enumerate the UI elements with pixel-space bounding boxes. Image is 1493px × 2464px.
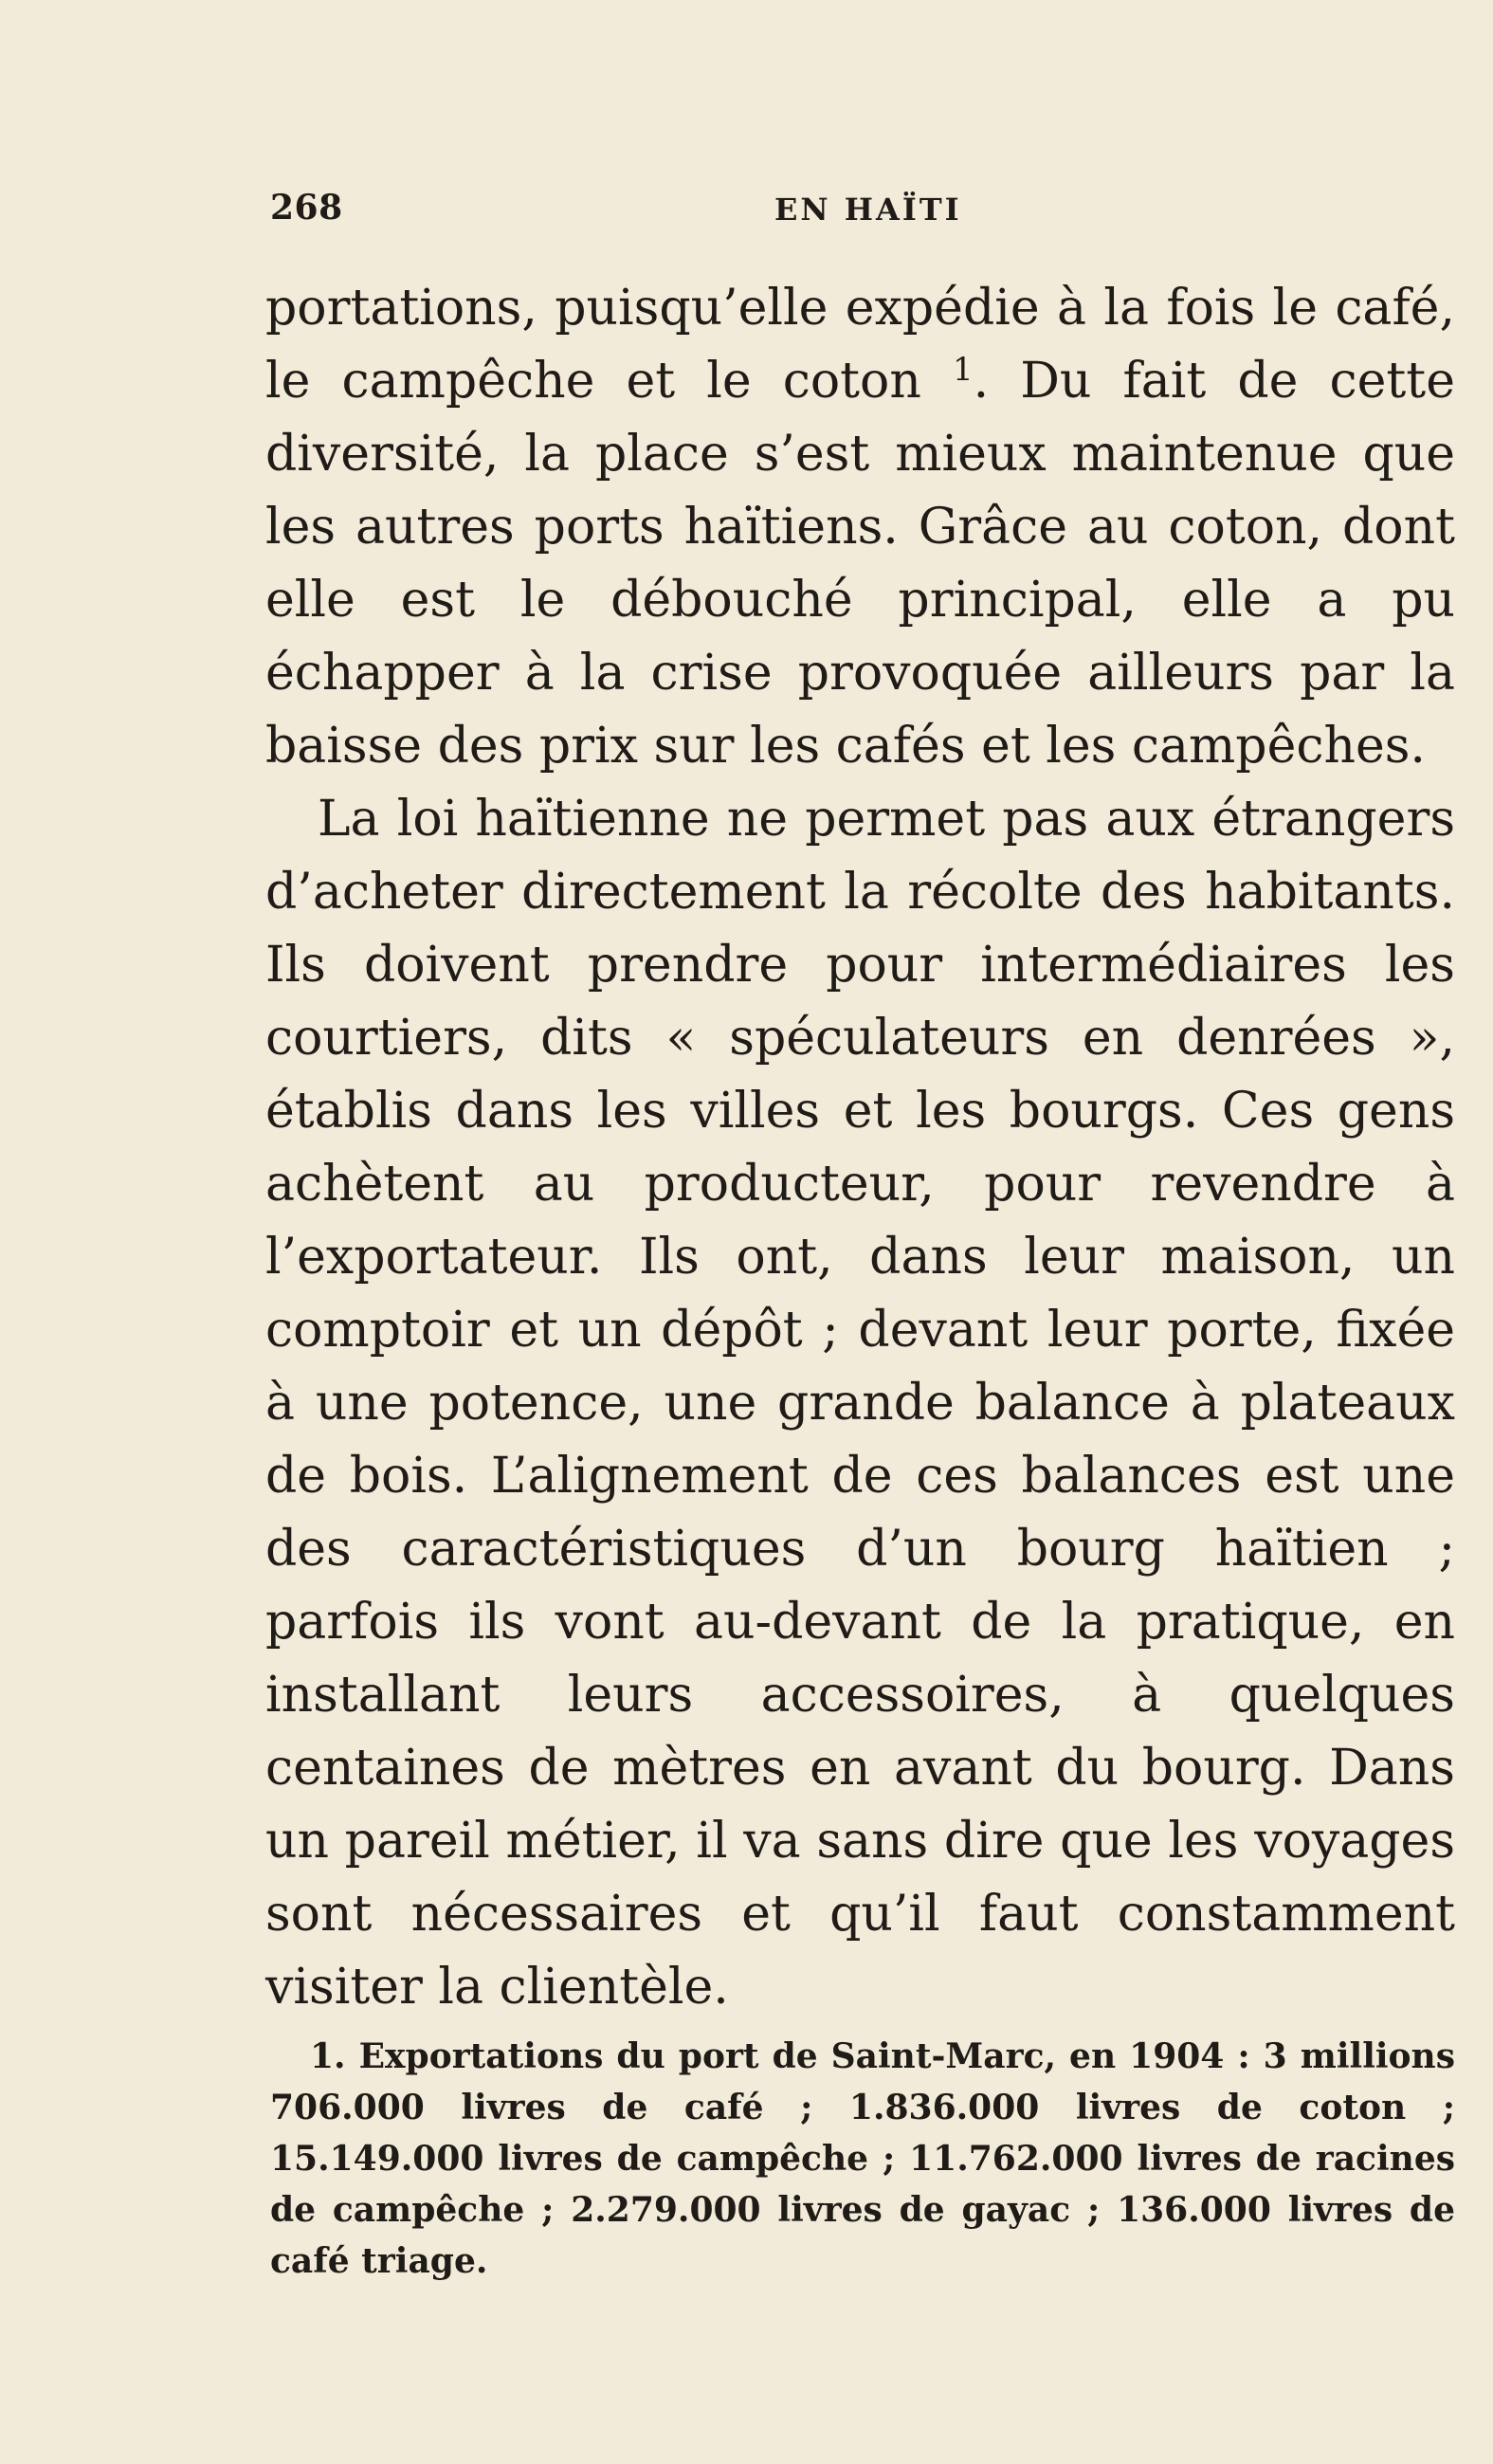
page-header [270, 188, 1446, 235]
footnote-reference: 1 [952, 351, 974, 389]
running-title: EN HAÏTI [774, 192, 962, 228]
footnote [270, 2031, 1455, 2287]
paragraph-1-after-note: . Du fait de cette diversité, la place s’est mieux maintenue que les autres ports haïtiens. Grâce au coton, dont elle est le débouché principal, elle a pu échapper à la crise provoquée ailleurs par la baisse des prix sur les cafés et les campêches. [265, 353, 1455, 775]
paragraph-1-before-note: portations, puisqu’elle expédie à la fois le café, le campêche et le coton [265, 280, 1455, 410]
paragraph-1 [265, 272, 1455, 783]
main-text [265, 272, 1455, 2024]
footnote-marker: 1. [310, 2036, 346, 2076]
footnote-text: Exportations du port de Saint-Marc, en 1904 : 3 millions 706.000 livres de café ; 1.836.000 livres de coton ; 15.149.000 livres de campêche ; 11.762.000 livres de racines de campêche ; 2.279.000 livres de gayac ; 136.000 livres de café triage. [270, 2036, 1455, 2281]
paragraph-2: La loi haïtienne ne permet pas aux étrangers d’acheter directement la récolte des habitants. Ils doivent prendre pour intermédiaires les courtiers, dits « spéculateurs en denrées », établis dans les villes et les bourgs. Ces gens achètent au producteur, pour revendre à l’exportateur. Ils ont, dans leur maison, un comptoir et un dépôt ; devant leur porte, fixée à une potence, une grande balance à plateaux de bois. L’alignement de ces balances est une des caractéristiques d’un bourg haïtien ; parfois ils vont au-devant de la pratique, en installant leurs accessoires, à quelques centaines de mètres en avant du bourg. Dans un pareil métier, il va sans dire que les voyages sont nécessaires et qu’il faut constamment visiter la clientèle. [265, 791, 1455, 2016]
page-number: 268 [270, 188, 343, 228]
